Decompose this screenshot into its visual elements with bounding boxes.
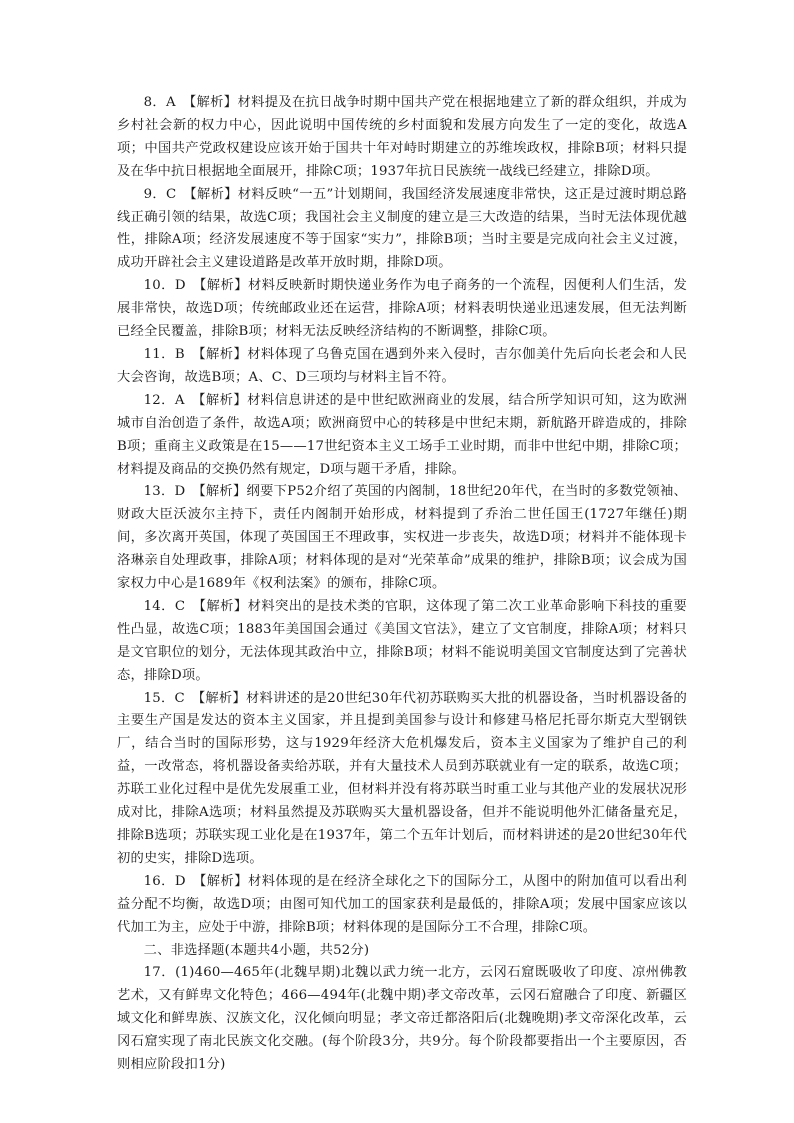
answer-key-page [117, 92, 687, 1077]
analysis-tag: 【解析】 [198, 690, 247, 706]
answer-text: 纲要下P52介绍了英国的内阁制，18世纪20年代，在当时的多数党领袖、财政大臣沃波尔主持下，责任内阁制开始形成，材料提到了乔治二世任国王(1727年继任)期间，多次离开英国，体现了英国国王不理政事，实权进一步丧失，故选D项；材料并不能体现卡洛琳亲自处理政事，排除A项；材料体现的是对“光荣革命”成果的维护，排除B项；议会成为国家权力中心是1689年《权利法案》的颁布，排除C项。 [117, 484, 688, 592]
analysis-tag: 【解析】 [189, 95, 238, 110]
analysis-tag: 【解析】 [198, 392, 248, 408]
analysis-tag: 【解析】 [199, 873, 248, 889]
answer-item-8 [117, 92, 687, 184]
answer-text: 材料讲述的是20世纪30年代初苏联购买大批的机器设备，当时机器设备的主要生产国是发达的资本主义国家，并且提到美国参与设计和修建马格尼托哥尔斯克大型钢铁厂，结合当时的国际形势，这与1929年经济大危机爆发后，资本主义国家为了维护自己的利益，一改常态，将机器设备卖给苏联，并有大量技术人员到苏联就业有一定的联系，故选C项；苏联工业化过程中是优先发展重工业，但材料并没有将苏联当时重工业与其他产业的发展状况形成对比，排除A选项；材料虽然提及苏联购买大量机器设备，但并不能说明他外汇储备量充足，排除B选项；苏联实现工业化是在1937年，第二个五年计划后，而材料讲述的是20世纪30年代初的史实，排除D选项。 [117, 690, 688, 866]
answer-text: 材料反映“一五”计划期间，我国经济发展速度非常快，这正是过渡时期总路线正确引领的结果，故选C项；我国社会主义制度的建立是三大改造的结果，当时无法体现优越性，排除A项；经济发展速度不等于国家“实力”，排除B项；当时主要是完成向社会主义过渡，成功开辟社会主义建设道路是改革开放时期，排除D项。 [117, 186, 687, 271]
answer-item-9 [117, 184, 687, 276]
answer-number: 11．B [143, 346, 185, 362]
answer-item-16 [117, 871, 687, 940]
answer-text: 材料体现的是在经济全球化之下的国际分工，从图中的附加值可以看出利益分配不均衡，故选D项；由图可知代加工的国家获利是最低的，排除A项；发展中国家应该以代加工为主，应处于中游，排除B项；材料体现的是国际分工不合理，排除C项。 [117, 873, 687, 935]
answer-text: 材料信息讲述的是中世纪欧洲商业的发展，结合所学知识可知，这为欧洲城市自治创造了条件，故选A项；欧洲商贸中心的转移是中世纪末期，新航路开辟造成的，排除B项；重商主义政策是在15——17世纪资本主义工场手工业时期，而非中世纪中期，排除C项；材料提及商品的交换仍然有规定，D项与题干矛盾，排除。 [117, 392, 687, 477]
section-heading: 二、非选择题(本题共4小题，共52分) [143, 942, 370, 958]
answer-item-15 [117, 688, 687, 871]
answer-item-12 [117, 390, 687, 482]
analysis-tag: 【解析】 [198, 346, 248, 362]
analysis-tag: 【解析】 [198, 484, 247, 500]
answer-number: 13．D [143, 484, 186, 500]
answer-item-10 [117, 275, 687, 344]
answer-text: (1)460—465年(北魏早期)北魏以武力统一北方，云冈石窟既吸收了印度、凉州佛教艺术，又有鲜卑文化特色；466—494年(北魏中期)孝文帝改革，云冈石窟融合了印度、新疆区域文化和鲜卑族、汉族文化，汉化倾向明显；孝文帝迁都洛阳后(北魏晚期)孝文帝深化改革，云冈石窟实现了南北民族文化交融。(每个阶段3分，共9分。每个阶段都要指出一个主要原因，否则相应阶段扣1分) [117, 965, 687, 1073]
answer-item-14 [117, 596, 687, 688]
analysis-tag: 【解析】 [190, 186, 238, 202]
answer-number: 17． [143, 965, 176, 981]
answer-number: 16．D [143, 873, 186, 889]
answer-number: 10．D [143, 278, 186, 294]
answer-number: 8．A [143, 95, 176, 110]
answer-item-17 [117, 962, 687, 1077]
answer-text: 材料体现了乌鲁克国在遇到外来入侵时，吉尔伽美什先后向长老会和人民大会咨询，故选B项；A、C、D三项均与材料主旨不符。 [117, 346, 688, 385]
answer-number: 12．A [143, 392, 185, 408]
answer-number: 9．C [143, 186, 177, 202]
answer-text: 材料反映新时期快递业务作为电子商务的一个流程，因便利人们生活，发展非常快，故选D项；传统邮政业还在运营，排除A项；材料表明快递业迅速发展，但无法判断已经全民覆盖，排除B项；材料无法反映经济结构的不断调整，排除C项。 [117, 278, 687, 340]
answer-number: 15．C [143, 690, 185, 706]
answer-item-13 [117, 481, 687, 596]
answer-text: 材料突出的是技术类的官职，这体现了第二次工业革命影响下科技的重要性凸显，故选C项；1883年美国国会通过《美国文官法》，建立了文官制度，排除A项；材料只是文官职位的划分，无法体现其政治中立，排除B项；材料不能说明美国文官制度达到了完善状态，排除D项。 [117, 598, 687, 683]
answer-text: 材料提及在抗日战争时期中国共产党在根据地建立了新的群众组织，并成为乡村社会新的权力中心，因此说明中国传统的乡村面貌和发展方向发生了一定的变化，故选A项；中国共产党政权建设应该开始于国共十年对峙时期建立的苏维埃政权，排除B项；材料只提及在华中抗日根据地全面展开，排除C项；1937年抗日民族统一战线已经建立，排除D项。 [117, 95, 687, 179]
answer-number: 14．C [143, 598, 186, 614]
analysis-tag: 【解析】 [199, 278, 248, 294]
answer-item-11 [117, 344, 687, 390]
analysis-tag: 【解析】 [199, 598, 248, 614]
